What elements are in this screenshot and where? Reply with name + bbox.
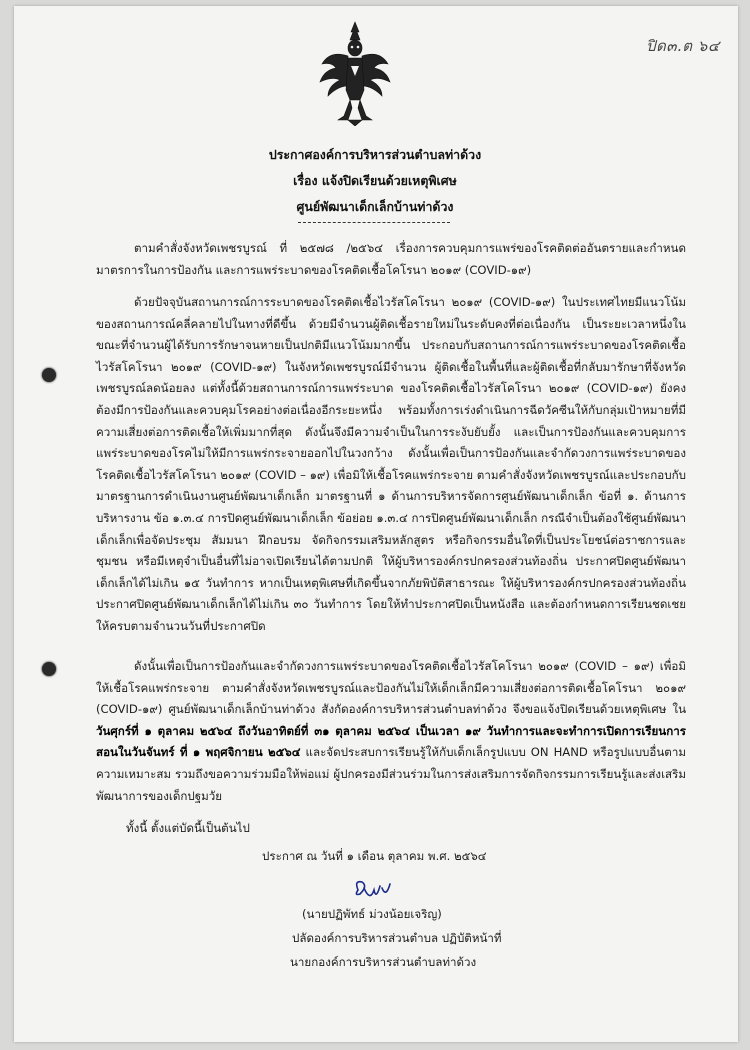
announcement-title: ประกาศองค์การบริหารส่วนตำบลท่าด้วง <box>268 147 482 162</box>
signer-position: นายกองค์การบริหารส่วนตำบลท่าด้วง <box>290 955 477 969</box>
punch-hole <box>42 368 56 382</box>
paragraph-reference <box>96 238 686 281</box>
announcement-subject: เรื่อง แจ้งปิดเรียนด้วยเหตุพิเศษ <box>293 173 457 188</box>
signer-title: ปลัดองค์การบริหารส่วนตำบล ปฏิบัติหน้าที่ <box>292 931 502 945</box>
paragraph-effective <box>96 818 686 840</box>
signer-name: (นายปฏิพัทธ์ ม่วงน้อยเจริญ) <box>302 907 442 921</box>
closure-dates: วันศุกร์ที่ ๑ ตุลาคม ๒๕๖๔ ถึงวันอาทิตย์ที่ ๓๑ ตุลาคม ๒๕๖๔ เป็นเวลา ๑๙ วันทำการและจะทำการเปิดการเรียนการสอนในวันจันทร์ ที่ ๑ พฤศจิกายน ๒๕๖๔ <box>96 723 686 760</box>
handwritten-signature <box>346 876 426 906</box>
paragraph-1: ตามคำสั่งจังหวัดเพชรบูรณ์ ที่ ๒๕๗๘ /๒๕๖๔ เรื่องการควบคุมการแพร่ของโรคติดต่ออันตรายและกำหนดมาตรการในการป้องกัน และการแพร่ระบาดของโรคติดเชื้อโคโรนา ๒๐๑๙ (COVID-๑๙) <box>96 241 686 277</box>
paragraph-3-start: ดังนั้นเพื่อเป็นการป้องกันและจำกัดวงการแพร่ระบาดของโรคติดเชื้อไวรัสโคโรนา ๒๐๑๙ (COVID – ๑๙) เพื่อมิให้เชื้อโรคแพร่กระจาย ตามคำสั่งจังหวัดเพชรบูรณ์และป้องกันไม่ให้เด็กเล็กมีความเสี่ยงต่อการติดเชื้อโคโรนา ๒๐๑๙ (COVID-๑๙) ศูนย์พัฒนาเด็กเล็กบ้านท่าด้วง สังกัดองค์การบริหารส่วนตำบลท่าด้วง จึงขอแจ้งปิดเรียนด้วยเหตุพิเศษ ใน <box>96 659 686 717</box>
header-divider <box>298 222 450 223</box>
punch-hole <box>42 662 56 676</box>
announcement-center: ศูนย์พัฒนาเด็กเล็กบ้านท่าด้วง <box>296 199 454 214</box>
paragraph-announcement <box>96 656 686 807</box>
paragraph-4: ทั้งนี้ ตั้งแต่บัดนี้เป็นต้นไป <box>126 821 250 835</box>
date-line: ประกาศ ณ วันที่ ๑ เดือน ตุลาคม พ.ศ. ๒๕๖๔ <box>262 849 487 863</box>
handwritten-note: ปิด๓.ต ๖๔ <box>646 37 720 55</box>
garuda-emblem-icon <box>318 20 392 126</box>
paragraph-3 <box>96 656 686 807</box>
paragraph-2: ด้วยปัจจุบันสถานการณ์การระบาดของโรคติดเชื้อไวรัสโคโรนา ๒๐๑๙ (COVID-๑๙) ในประเทศไทยมีแนวโน้มของสถานการณ์คลี่คลายไปในทางที่ดีขึ้น ด้วยมีจำนวนผู้ติดเชื้อรายใหม่ในระดับคงที่ต่อเนื่องกัน เป็นระยะเวลาหนึ่งในขณะที่จำนวนผู้ได้รับการรักษาจนหายเป็นปกติมีแนวโน้มมากขึ้น ประกอบกับสถานการณ์การแพร่ระบาดของโรคติดเชื้อไวรัสโคโรนา ๒๐๑๙ (COVID-๑๙) ในจังหวัดเพชรบูรณ์มีจำนวน ผู้ติดเชื้อในพื้นที่และผู้ติดเชื้อที่กลับมารักษาที่จังหวัดเพชรบูรณ์ลดน้อยลง แต่ทั้งนี้ด้วยสถานการณ์การแพร่ระบาด ของโรคติดเชื้อไวรัสโคโรนา ๒๐๑๙ (COVID-๑๙) ยังคงต้องมีการป้องกันและควบคุมโรคอย่างต่อเนื่องอีกระยะหนึ่ง พร้อมทั้งการเร่งดำเนินการฉีดวัคซีนให้กับกลุ่มเป้าหมายที่มีความเสี่ยงต่อการติดเชื้อให้เพิ่มมากที่สุด ดังนั้นจึงมีความจำเป็นในการระงับยับยั้ง และเป็นการป้องกันและควบคุมการแพร่ระบาดของโรคไม่ให้มีการแพร่กระจายออกไปในวงกว้าง ดังนั้นเพื่อเป็นการป้องกันและจำกัดวงการแพร่ระบาดของโรคติดเชื้อไวรัสโคโรนา ๒๐๑๙ (COVID – ๑๙) เพื่อมิให้เชื้อโรคแพร่กระจาย ตามคำสั่งจังหวัดเพชรบูรณ์และประกอบกับมาตรฐานการดำเนินงานศูนย์พัฒนาเด็กเล็ก มาตรฐานที่ ๑ ด้านการบริหารจัดการศูนย์พัฒนาเด็กเล็ก ข้อที่ ๑. ด้านการบริหารงาน ข้อ ๑.๓.๔ การปิดศูนย์พัฒนาเด็กเล็ก ข้อย่อย ๑.๓.๔ การปิดศูนย์พัฒนาเด็กเล็ก กรณีจำเป็นต้องใช้ศูนย์พัฒนาเด็กเล็กเพื่อจัดประชุม สัมมนา ฝึกอบรม จัดกิจกรรมเสริมหลักสูตร หรือกิจกรรมอื่นใดที่เป็นประโยชน์ต่อราชการและชุมชน หรือมีเหตุจำเป็นอื่นที่ไม่อาจเปิดเรียนได้ตามปกติ ให้ผู้บริหารองค์กรปกครองส่วนท้องถิ่น ประกาศปิดศูนย์พัฒนาเด็กเล็กได้ไม่เกิน ๑๕ วันทำการ หากเป็นเหตุพิเศษที่เกิดขึ้นจากภัยพิบัติสาธารณะ ให้ผู้บริหารองค์กรปกครองส่วนท้องถิ่นประกาศปิดศูนย์พัฒนาเด็กเล็กได้ไม่เกิน ๓๐ วันทำการ โดยให้ทำประกาศปิดเป็นหนังสือ และต้องกำหนดการเรียนชดเชยให้ครบตามจำนวนวันที่ประกาศปิด <box>96 295 686 633</box>
paragraph-situation <box>96 292 686 638</box>
paragraph-3-end: และจัดประสบการเรียนรู้ให้กับเด็กเล็กรูปแบบ ON HAND หรือรูปแบบอื่นตามความเหมาะสม รวมถึงขอความร่วมมือให้พ่อแม่ ผู้ปกครองมีส่วนร่วมในการส่งเสริมการจัดกิจกรรมการเรียนรู้และส่งเสริมพัฒนาการของเด็กปฐมวัย <box>96 745 686 803</box>
